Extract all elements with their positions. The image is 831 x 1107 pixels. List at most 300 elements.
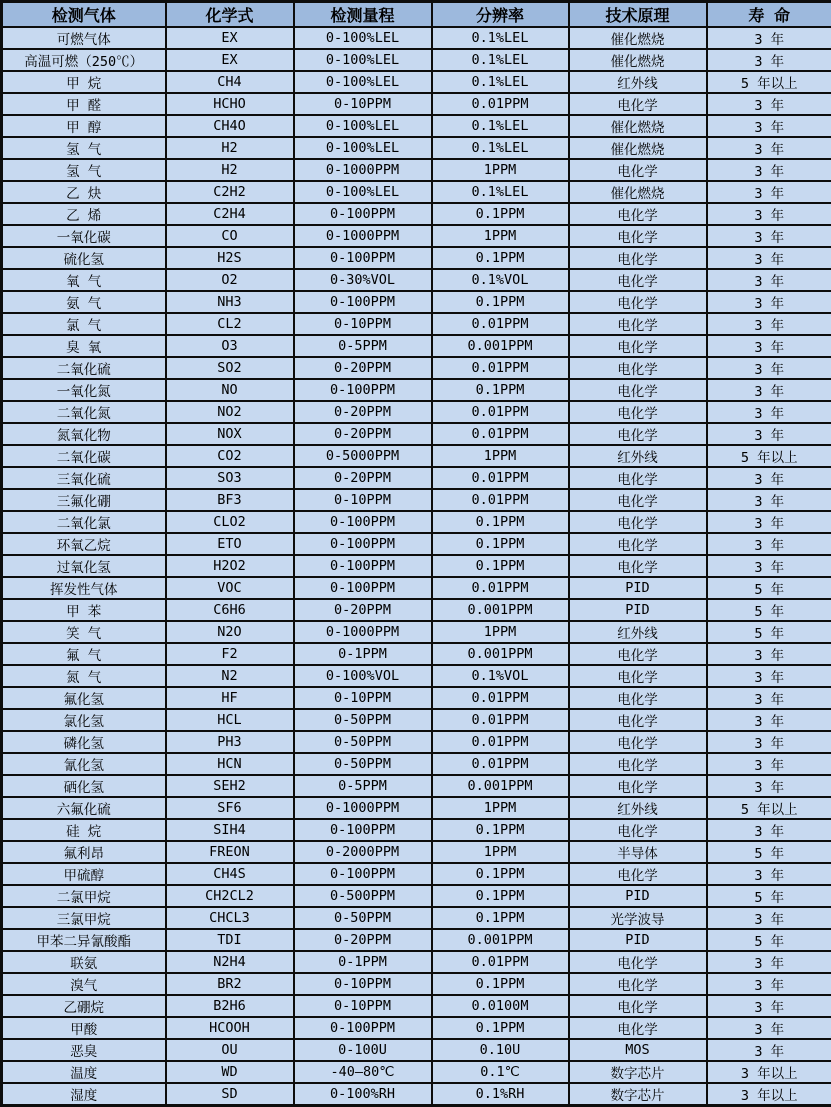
lifespan-cell: 3 年 bbox=[707, 1039, 831, 1061]
principle-cell: PID bbox=[569, 885, 707, 907]
gas-name-cell: 二氧化硫 bbox=[2, 357, 166, 379]
gas-name-cell: 臭 氧 bbox=[2, 335, 166, 357]
gas-name-cell: 三氟化硼 bbox=[2, 489, 166, 511]
range-cell: 0-100PPM bbox=[294, 577, 432, 599]
range-cell: 0-30%VOL bbox=[294, 269, 432, 291]
principle-cell: 电化学 bbox=[569, 665, 707, 687]
table-row bbox=[2, 313, 831, 335]
principle-cell: 电化学 bbox=[569, 489, 707, 511]
range-cell: 0-50PPM bbox=[294, 731, 432, 753]
formula-cell: C6H6 bbox=[166, 599, 294, 621]
lifespan-cell: 3 年 bbox=[707, 313, 831, 335]
header-cell-formula: 化学式 bbox=[166, 2, 294, 28]
formula-cell: C2H4 bbox=[166, 203, 294, 225]
lifespan-cell: 3 年 bbox=[707, 137, 831, 159]
gas-name-cell: 二氯甲烷 bbox=[2, 885, 166, 907]
gas-name-cell: 溴气 bbox=[2, 973, 166, 995]
range-cell: 0-1000PPM bbox=[294, 159, 432, 181]
resolution-cell: 0.1PPM bbox=[432, 819, 569, 841]
formula-cell: N2O bbox=[166, 621, 294, 643]
principle-cell: 电化学 bbox=[569, 709, 707, 731]
lifespan-cell: 3 年 bbox=[707, 93, 831, 115]
resolution-cell: 0.01PPM bbox=[432, 423, 569, 445]
range-cell: 0-100PPM bbox=[294, 203, 432, 225]
resolution-cell: 1PPM bbox=[432, 621, 569, 643]
range-cell: 0-100PPM bbox=[294, 1017, 432, 1039]
principle-cell: 电化学 bbox=[569, 467, 707, 489]
table-row bbox=[2, 1039, 831, 1061]
table-row bbox=[2, 247, 831, 269]
resolution-cell: 0.1%LEL bbox=[432, 27, 569, 49]
formula-cell: HF bbox=[166, 687, 294, 709]
formula-cell: BR2 bbox=[166, 973, 294, 995]
table-row bbox=[2, 115, 831, 137]
formula-cell: CLO2 bbox=[166, 511, 294, 533]
principle-cell: 红外线 bbox=[569, 621, 707, 643]
principle-cell: 催化燃烧 bbox=[569, 49, 707, 71]
lifespan-cell: 3 年 bbox=[707, 269, 831, 291]
resolution-cell: 0.01PPM bbox=[432, 731, 569, 753]
formula-cell: OU bbox=[166, 1039, 294, 1061]
resolution-cell: 0.01PPM bbox=[432, 951, 569, 973]
lifespan-cell: 3 年 bbox=[707, 775, 831, 797]
table-row bbox=[2, 291, 831, 313]
header-cell-resolution: 分辨率 bbox=[432, 2, 569, 28]
lifespan-cell: 3 年 bbox=[707, 247, 831, 269]
principle-cell: 电化学 bbox=[569, 863, 707, 885]
formula-cell: SO3 bbox=[166, 467, 294, 489]
table-row bbox=[2, 995, 831, 1017]
table-row bbox=[2, 885, 831, 907]
formula-cell: CO2 bbox=[166, 445, 294, 467]
range-cell: 0-100PPM bbox=[294, 247, 432, 269]
resolution-cell: 0.1PPM bbox=[432, 907, 569, 929]
resolution-cell: 0.1PPM bbox=[432, 885, 569, 907]
resolution-cell: 0.01PPM bbox=[432, 687, 569, 709]
lifespan-cell: 5 年 bbox=[707, 599, 831, 621]
table-row bbox=[2, 357, 831, 379]
resolution-cell: 0.1%LEL bbox=[432, 181, 569, 203]
resolution-cell: 0.01PPM bbox=[432, 313, 569, 335]
lifespan-cell: 5 年 bbox=[707, 577, 831, 599]
formula-cell: HCN bbox=[166, 753, 294, 775]
range-cell: 0-10PPM bbox=[294, 93, 432, 115]
resolution-cell: 0.10U bbox=[432, 1039, 569, 1061]
table-row bbox=[2, 643, 831, 665]
gas-name-cell: 硫化氢 bbox=[2, 247, 166, 269]
formula-cell: NH3 bbox=[166, 291, 294, 313]
formula-cell: PH3 bbox=[166, 731, 294, 753]
lifespan-cell: 3 年 bbox=[707, 907, 831, 929]
resolution-cell: 1PPM bbox=[432, 225, 569, 247]
table-row bbox=[2, 71, 831, 93]
table-row bbox=[2, 335, 831, 357]
range-cell: 0-100%LEL bbox=[294, 181, 432, 203]
table-row bbox=[2, 973, 831, 995]
header-row bbox=[2, 2, 831, 28]
table-row bbox=[2, 401, 831, 423]
formula-cell: CH4O bbox=[166, 115, 294, 137]
formula-cell: N2H4 bbox=[166, 951, 294, 973]
table-row bbox=[2, 181, 831, 203]
table-row bbox=[2, 1061, 831, 1083]
lifespan-cell: 3 年 bbox=[707, 401, 831, 423]
gas-name-cell: 甲 醇 bbox=[2, 115, 166, 137]
table-row bbox=[2, 731, 831, 753]
principle-cell: 催化燃烧 bbox=[569, 115, 707, 137]
table-row bbox=[2, 423, 831, 445]
formula-cell: HCHO bbox=[166, 93, 294, 115]
formula-cell: NO2 bbox=[166, 401, 294, 423]
range-cell: 0-100PPM bbox=[294, 379, 432, 401]
formula-cell: HCL bbox=[166, 709, 294, 731]
range-cell: 0-10PPM bbox=[294, 687, 432, 709]
formula-cell: NOX bbox=[166, 423, 294, 445]
gas-name-cell: 氮 气 bbox=[2, 665, 166, 687]
gas-name-cell: 笑 气 bbox=[2, 621, 166, 643]
table-row bbox=[2, 445, 831, 467]
gas-name-cell: 氧 气 bbox=[2, 269, 166, 291]
header-cell-range: 检测量程 bbox=[294, 2, 432, 28]
lifespan-cell: 3 年 bbox=[707, 709, 831, 731]
range-cell: 0-1PPM bbox=[294, 643, 432, 665]
table-row bbox=[2, 555, 831, 577]
resolution-cell: 0.1PPM bbox=[432, 291, 569, 313]
table-row bbox=[2, 599, 831, 621]
range-cell: 0-100PPM bbox=[294, 819, 432, 841]
resolution-cell: 0.01PPM bbox=[432, 401, 569, 423]
lifespan-cell: 3 年 bbox=[707, 423, 831, 445]
gas-name-cell: 二氧化氮 bbox=[2, 401, 166, 423]
range-cell: 0-100U bbox=[294, 1039, 432, 1061]
lifespan-cell: 3 年 bbox=[707, 181, 831, 203]
formula-cell: EX bbox=[166, 49, 294, 71]
table-row bbox=[2, 269, 831, 291]
formula-cell: H2S bbox=[166, 247, 294, 269]
formula-cell: CH4 bbox=[166, 71, 294, 93]
range-cell: 0-20PPM bbox=[294, 467, 432, 489]
resolution-cell: 0.01PPM bbox=[432, 577, 569, 599]
range-cell: 0-1000PPM bbox=[294, 621, 432, 643]
principle-cell: 电化学 bbox=[569, 775, 707, 797]
formula-cell: H2O2 bbox=[166, 555, 294, 577]
resolution-cell: 0.01PPM bbox=[432, 357, 569, 379]
range-cell: 0-50PPM bbox=[294, 907, 432, 929]
range-cell: -40—80℃ bbox=[294, 1061, 432, 1083]
lifespan-cell: 3 年 bbox=[707, 511, 831, 533]
formula-cell: CO bbox=[166, 225, 294, 247]
range-cell: 0-100%LEL bbox=[294, 137, 432, 159]
principle-cell: 电化学 bbox=[569, 951, 707, 973]
range-cell: 0-20PPM bbox=[294, 929, 432, 951]
gas-name-cell: 乙硼烷 bbox=[2, 995, 166, 1017]
lifespan-cell: 3 年 bbox=[707, 753, 831, 775]
principle-cell: 电化学 bbox=[569, 291, 707, 313]
lifespan-cell: 3 年 bbox=[707, 49, 831, 71]
gas-name-cell: 可燃气体 bbox=[2, 27, 166, 49]
table-row bbox=[2, 753, 831, 775]
principle-cell: 电化学 bbox=[569, 379, 707, 401]
header-cell-gas-name: 检测气体 bbox=[2, 2, 166, 28]
table-row bbox=[2, 951, 831, 973]
resolution-cell: 0.1%VOL bbox=[432, 269, 569, 291]
gas-name-cell: 一氧化氮 bbox=[2, 379, 166, 401]
lifespan-cell: 5 年以上 bbox=[707, 797, 831, 819]
gas-name-cell: 甲硫醇 bbox=[2, 863, 166, 885]
resolution-cell: 0.01PPM bbox=[432, 753, 569, 775]
resolution-cell: 0.001PPM bbox=[432, 775, 569, 797]
range-cell: 0-10PPM bbox=[294, 313, 432, 335]
principle-cell: 催化燃烧 bbox=[569, 27, 707, 49]
resolution-cell: 1PPM bbox=[432, 841, 569, 863]
resolution-cell: 0.1PPM bbox=[432, 973, 569, 995]
table-row bbox=[2, 665, 831, 687]
lifespan-cell: 5 年以上 bbox=[707, 445, 831, 467]
principle-cell: 电化学 bbox=[569, 643, 707, 665]
resolution-cell: 0.0100M bbox=[432, 995, 569, 1017]
range-cell: 0-20PPM bbox=[294, 599, 432, 621]
formula-cell: CHCL3 bbox=[166, 907, 294, 929]
table-row bbox=[2, 159, 831, 181]
resolution-cell: 1PPM bbox=[432, 159, 569, 181]
gas-name-cell: 二氧化氯 bbox=[2, 511, 166, 533]
gas-name-cell: 甲 苯 bbox=[2, 599, 166, 621]
table-row bbox=[2, 577, 831, 599]
gas-name-cell: 乙 烯 bbox=[2, 203, 166, 225]
table-row bbox=[2, 709, 831, 731]
lifespan-cell: 3 年 bbox=[707, 643, 831, 665]
gas-name-cell: 氟 气 bbox=[2, 643, 166, 665]
gas-name-cell: 甲酸 bbox=[2, 1017, 166, 1039]
resolution-cell: 0.1PPM bbox=[432, 533, 569, 555]
principle-cell: 电化学 bbox=[569, 269, 707, 291]
resolution-cell: 0.001PPM bbox=[432, 335, 569, 357]
lifespan-cell: 3 年 bbox=[707, 555, 831, 577]
gas-name-cell: 乙 炔 bbox=[2, 181, 166, 203]
resolution-cell: 0.001PPM bbox=[432, 599, 569, 621]
table-row bbox=[2, 1083, 831, 1106]
principle-cell: 数字芯片 bbox=[569, 1083, 707, 1106]
lifespan-cell: 3 年 bbox=[707, 951, 831, 973]
lifespan-cell: 3 年 bbox=[707, 819, 831, 841]
lifespan-cell: 3 年 bbox=[707, 159, 831, 181]
gas-name-cell: 氨 气 bbox=[2, 291, 166, 313]
table-row bbox=[2, 907, 831, 929]
gas-name-cell: 氢 气 bbox=[2, 137, 166, 159]
table-row bbox=[2, 1017, 831, 1039]
formula-cell: NO bbox=[166, 379, 294, 401]
lifespan-cell: 3 年以上 bbox=[707, 1061, 831, 1083]
table-row bbox=[2, 467, 831, 489]
lifespan-cell: 3 年 bbox=[707, 27, 831, 49]
table-row bbox=[2, 929, 831, 951]
range-cell: 0-500PPM bbox=[294, 885, 432, 907]
formula-cell: F2 bbox=[166, 643, 294, 665]
principle-cell: 电化学 bbox=[569, 313, 707, 335]
principle-cell: MOS bbox=[569, 1039, 707, 1061]
principle-cell: 红外线 bbox=[569, 797, 707, 819]
principle-cell: 电化学 bbox=[569, 995, 707, 1017]
lifespan-cell: 3 年 bbox=[707, 203, 831, 225]
formula-cell: SF6 bbox=[166, 797, 294, 819]
principle-cell: 电化学 bbox=[569, 225, 707, 247]
table-row bbox=[2, 93, 831, 115]
formula-cell: SO2 bbox=[166, 357, 294, 379]
range-cell: 0-100PPM bbox=[294, 555, 432, 577]
principle-cell: 电化学 bbox=[569, 753, 707, 775]
table-row bbox=[2, 379, 831, 401]
gas-name-cell: 硒化氢 bbox=[2, 775, 166, 797]
formula-cell: WD bbox=[166, 1061, 294, 1083]
gas-name-cell: 甲 醛 bbox=[2, 93, 166, 115]
formula-cell: EX bbox=[166, 27, 294, 49]
resolution-cell: 0.001PPM bbox=[432, 929, 569, 951]
resolution-cell: 0.1%LEL bbox=[432, 49, 569, 71]
principle-cell: PID bbox=[569, 929, 707, 951]
gas-name-cell: 高温可燃（250℃） bbox=[2, 49, 166, 71]
range-cell: 0-50PPM bbox=[294, 709, 432, 731]
formula-cell: SEH2 bbox=[166, 775, 294, 797]
range-cell: 0-100PPM bbox=[294, 533, 432, 555]
principle-cell: 电化学 bbox=[569, 335, 707, 357]
principle-cell: 电化学 bbox=[569, 357, 707, 379]
resolution-cell: 1PPM bbox=[432, 445, 569, 467]
principle-cell: 电化学 bbox=[569, 731, 707, 753]
lifespan-cell: 3 年 bbox=[707, 225, 831, 247]
table-row bbox=[2, 49, 831, 71]
range-cell: 0-100%LEL bbox=[294, 49, 432, 71]
formula-cell: H2 bbox=[166, 159, 294, 181]
formula-cell: SD bbox=[166, 1083, 294, 1106]
lifespan-cell: 3 年 bbox=[707, 863, 831, 885]
principle-cell: 电化学 bbox=[569, 93, 707, 115]
gas-name-cell: 三氯甲烷 bbox=[2, 907, 166, 929]
header-cell-principle: 技术原理 bbox=[569, 2, 707, 28]
range-cell: 0-5000PPM bbox=[294, 445, 432, 467]
principle-cell: 电化学 bbox=[569, 511, 707, 533]
range-cell: 0-100%LEL bbox=[294, 71, 432, 93]
lifespan-cell: 3 年 bbox=[707, 731, 831, 753]
principle-cell: 红外线 bbox=[569, 71, 707, 93]
gas-name-cell: 环氧乙烷 bbox=[2, 533, 166, 555]
table-row bbox=[2, 841, 831, 863]
principle-cell: 电化学 bbox=[569, 159, 707, 181]
lifespan-cell: 5 年 bbox=[707, 885, 831, 907]
principle-cell: 数字芯片 bbox=[569, 1061, 707, 1083]
principle-cell: 电化学 bbox=[569, 555, 707, 577]
table-row bbox=[2, 511, 831, 533]
range-cell: 0-5PPM bbox=[294, 335, 432, 357]
range-cell: 0-1000PPM bbox=[294, 797, 432, 819]
resolution-cell: 0.1%LEL bbox=[432, 71, 569, 93]
gas-name-cell: 氟利昂 bbox=[2, 841, 166, 863]
principle-cell: 半导体 bbox=[569, 841, 707, 863]
gas-name-cell: 甲 烷 bbox=[2, 71, 166, 93]
lifespan-cell: 3 年 bbox=[707, 335, 831, 357]
gas-name-cell: 六氟化硫 bbox=[2, 797, 166, 819]
range-cell: 0-100%LEL bbox=[294, 27, 432, 49]
formula-cell: HCOOH bbox=[166, 1017, 294, 1039]
range-cell: 0-20PPM bbox=[294, 357, 432, 379]
table-row bbox=[2, 225, 831, 247]
lifespan-cell: 3 年 bbox=[707, 1017, 831, 1039]
resolution-cell: 0.1℃ bbox=[432, 1061, 569, 1083]
formula-cell: TDI bbox=[166, 929, 294, 951]
lifespan-cell: 3 年 bbox=[707, 533, 831, 555]
resolution-cell: 0.01PPM bbox=[432, 489, 569, 511]
range-cell: 0-20PPM bbox=[294, 401, 432, 423]
table-row bbox=[2, 27, 831, 49]
table-row bbox=[2, 533, 831, 555]
table-row bbox=[2, 687, 831, 709]
formula-cell: VOC bbox=[166, 577, 294, 599]
gas-name-cell: 磷化氢 bbox=[2, 731, 166, 753]
range-cell: 0-10PPM bbox=[294, 995, 432, 1017]
gas-name-cell: 过氧化氢 bbox=[2, 555, 166, 577]
lifespan-cell: 3 年 bbox=[707, 115, 831, 137]
table-row bbox=[2, 863, 831, 885]
resolution-cell: 0.1PPM bbox=[432, 555, 569, 577]
range-cell: 0-10PPM bbox=[294, 489, 432, 511]
principle-cell: 电化学 bbox=[569, 1017, 707, 1039]
lifespan-cell: 5 年 bbox=[707, 621, 831, 643]
formula-cell: CH4S bbox=[166, 863, 294, 885]
table-row bbox=[2, 203, 831, 225]
range-cell: 0-100%LEL bbox=[294, 115, 432, 137]
resolution-cell: 0.1%LEL bbox=[432, 115, 569, 137]
resolution-cell: 0.001PPM bbox=[432, 643, 569, 665]
resolution-cell: 0.01PPM bbox=[432, 709, 569, 731]
lifespan-cell: 3 年 bbox=[707, 291, 831, 313]
formula-cell: H2 bbox=[166, 137, 294, 159]
range-cell: 0-100PPM bbox=[294, 863, 432, 885]
principle-cell: 光学波导 bbox=[569, 907, 707, 929]
lifespan-cell: 3 年 bbox=[707, 973, 831, 995]
principle-cell: 电化学 bbox=[569, 247, 707, 269]
resolution-cell: 0.1PPM bbox=[432, 511, 569, 533]
principle-cell: 红外线 bbox=[569, 445, 707, 467]
formula-cell: ETO bbox=[166, 533, 294, 555]
range-cell: 0-100%RH bbox=[294, 1083, 432, 1106]
resolution-cell: 0.01PPM bbox=[432, 467, 569, 489]
lifespan-cell: 3 年以上 bbox=[707, 1083, 831, 1106]
formula-cell: SIH4 bbox=[166, 819, 294, 841]
lifespan-cell: 5 年 bbox=[707, 841, 831, 863]
resolution-cell: 0.1%RH bbox=[432, 1083, 569, 1106]
range-cell: 0-20PPM bbox=[294, 423, 432, 445]
resolution-cell: 0.1PPM bbox=[432, 203, 569, 225]
formula-cell: CL2 bbox=[166, 313, 294, 335]
range-cell: 0-1000PPM bbox=[294, 225, 432, 247]
gas-name-cell: 甲苯二异氰酸酯 bbox=[2, 929, 166, 951]
principle-cell: 电化学 bbox=[569, 973, 707, 995]
table-body bbox=[2, 27, 831, 1106]
gas-name-cell: 氰化氢 bbox=[2, 753, 166, 775]
gas-name-cell: 氯 气 bbox=[2, 313, 166, 335]
lifespan-cell: 5 年以上 bbox=[707, 71, 831, 93]
principle-cell: 催化燃烧 bbox=[569, 137, 707, 159]
range-cell: 0-10PPM bbox=[294, 973, 432, 995]
principle-cell: PID bbox=[569, 599, 707, 621]
formula-cell: B2H6 bbox=[166, 995, 294, 1017]
lifespan-cell: 3 年 bbox=[707, 467, 831, 489]
header-cell-lifespan: 寿 命 bbox=[707, 2, 831, 28]
gas-name-cell: 联氨 bbox=[2, 951, 166, 973]
resolution-cell: 0.1PPM bbox=[432, 379, 569, 401]
resolution-cell: 0.1PPM bbox=[432, 1017, 569, 1039]
table-row bbox=[2, 489, 831, 511]
resolution-cell: 0.01PPM bbox=[432, 93, 569, 115]
